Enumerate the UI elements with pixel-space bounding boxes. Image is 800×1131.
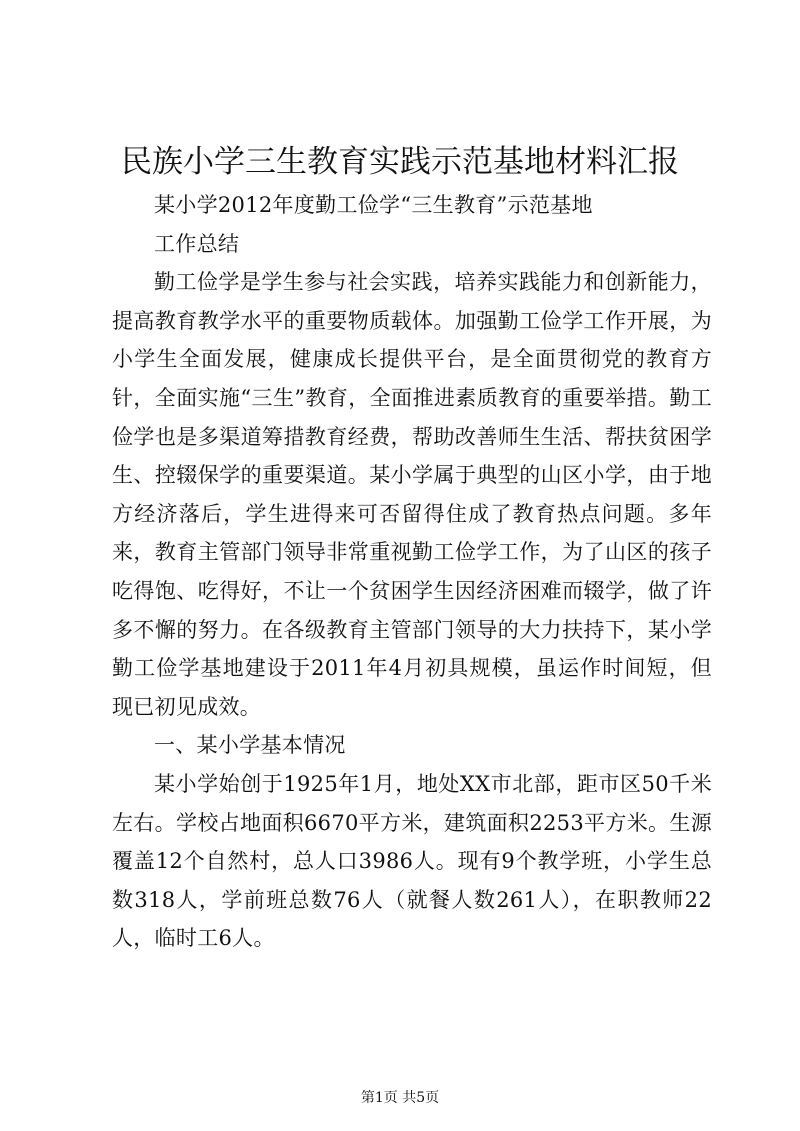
paragraph-intro: 勤工俭学是学生参与社会实践，培养实践能力和创新能力，提高教育教学水平的重要物质载体。加强勤工俭学工作开展，为小学生全面发展，健康成长提供平台，是全面贯彻党的教育方针，全面实施“三生”教育，全面推进素质教育的重要举措。勤工俭学也是多渠道筹措教育经费，帮助改善师生生活、帮扶贫困学生、控辍保学的重要渠道。某小学属于典型的山区小学，由于地方经济落后，学生进得来可否留得住成了教育热点问题。多年来，教育主管部门领导非常重视勤工俭学工作，为了山区的孩子吃得饱、吃得好，不让一个贫困学生因经济困难而辍学，做了许多不懈的努力。在各级教育主管部门领导的大力扶持下，某小学勤工俭学基地建设于2011年4月初具规模，虽运作时间短，但现已初见成效。 — [112, 270, 712, 719]
page-footer: 第1页 共5页 — [360, 1090, 440, 1106]
section-heading: 一、某小学基本情况 — [154, 733, 346, 758]
paragraph-school-info: 某小学始创于1925年1月，地处XX市北部，距市区50千米左右。学校占地面积6670平方米，建筑面积2253平方米。生源覆盖12个自然村，总人口3986人。现有9个教学班，小学生总数318人，学前班总数76人（就餐人数261人），在职教师22人，临时工6人。 — [112, 771, 712, 951]
document-title: 民族小学三生教育实践示范基地材料汇报 — [121, 144, 679, 180]
paragraph-subtitle-cont: 工作总结 — [154, 231, 240, 256]
paragraph-subtitle: 某小学2012年度勤工俭学“三生教育”示范基地 — [154, 193, 593, 217]
document-body — [112, 186, 712, 958]
